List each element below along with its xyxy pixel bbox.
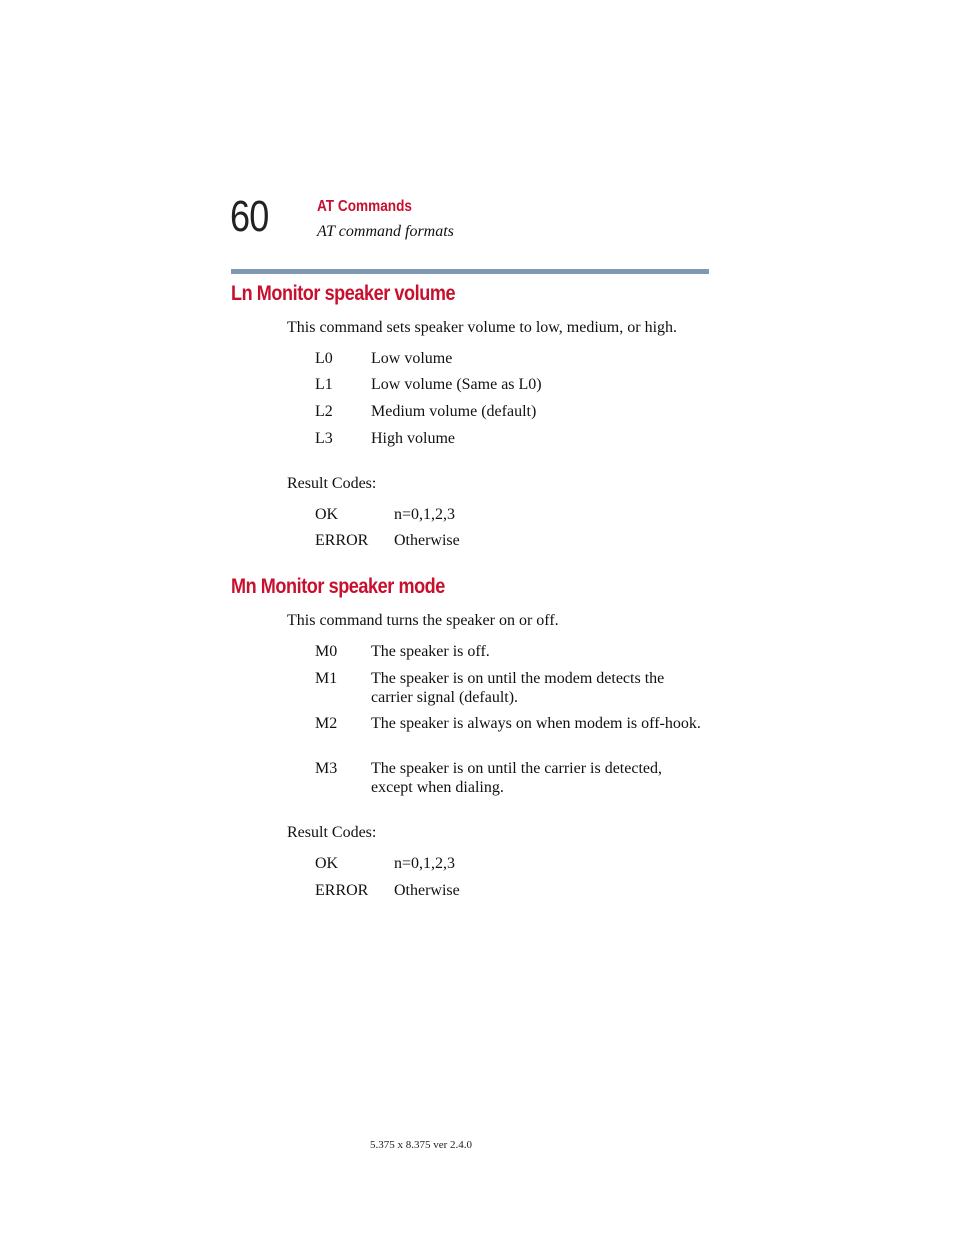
page-number: 60 bbox=[230, 192, 269, 241]
page-footer: 5.375 x 8.375 ver 2.4.0 bbox=[370, 1139, 473, 1151]
ln-option-code: L2 bbox=[315, 403, 333, 420]
mn-result-label: Result Codes: bbox=[287, 824, 377, 841]
mn-result-value: n=0,1,2,3 bbox=[394, 855, 456, 872]
mn-option-code: M1 bbox=[315, 670, 338, 687]
ln-option-desc: Low volume bbox=[371, 350, 453, 367]
chapter-title: AT Commands bbox=[317, 198, 412, 215]
mn-option-code: M2 bbox=[315, 715, 338, 732]
ln-option-code: L0 bbox=[315, 350, 333, 367]
ln-result-value: n=0,1,2,3 bbox=[394, 506, 456, 523]
section-subtitle: AT command formats bbox=[317, 223, 454, 240]
mn-option-desc: The speaker is off. bbox=[371, 643, 490, 660]
ln-result-code: ERROR bbox=[315, 532, 369, 549]
mn-heading: Mn Monitor speaker mode bbox=[231, 575, 445, 598]
mn-result-value: Otherwise bbox=[394, 882, 460, 899]
mn-option-code: M3 bbox=[315, 760, 338, 777]
ln-option-code: L1 bbox=[315, 376, 333, 393]
mn-result-code: OK bbox=[315, 855, 339, 872]
mn-intro: This command turns the speaker on or off. bbox=[287, 612, 559, 629]
ln-option-desc: Low volume (Same as L0) bbox=[371, 376, 542, 393]
ln-option-code: L3 bbox=[315, 430, 333, 447]
mn-option-desc: The speaker is on until the carrier is detected, except when dialing. bbox=[371, 760, 662, 796]
ln-option-desc: High volume bbox=[371, 430, 455, 447]
ln-result-label: Result Codes: bbox=[287, 475, 377, 492]
mn-option-desc: The speaker is on until the modem detects the carrier signal (default). bbox=[371, 670, 665, 706]
mn-result-code: ERROR bbox=[315, 882, 369, 899]
ln-result-value: Otherwise bbox=[394, 532, 460, 549]
ln-heading: Ln Monitor speaker volume bbox=[231, 282, 456, 305]
mn-option-code: M0 bbox=[315, 643, 338, 660]
ln-result-code: OK bbox=[315, 506, 339, 523]
header-divider bbox=[231, 269, 709, 274]
ln-intro: This command sets speaker volume to low, medium, or high. bbox=[287, 319, 678, 336]
ln-option-desc: Medium volume (default) bbox=[371, 403, 537, 420]
mn-option-desc: The speaker is always on when modem is off-hook. bbox=[371, 715, 701, 732]
